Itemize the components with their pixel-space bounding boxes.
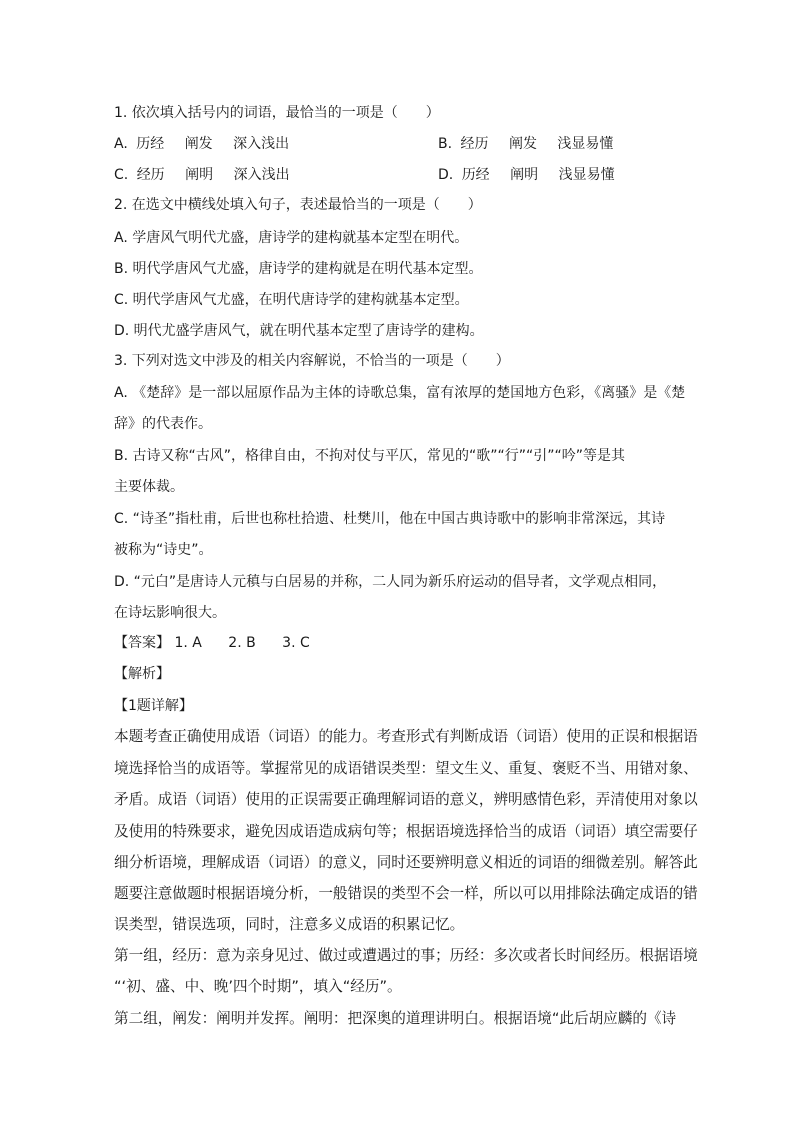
q3-option-a-line2: 辞》的代表作。	[114, 416, 212, 432]
answer-item: 2. B	[228, 635, 256, 651]
option-word-3: 深入浅出	[233, 167, 290, 183]
q2-option-d: D. 明代尤盛学唐风气，就在明代基本定型了唐诗学的建构。	[114, 323, 484, 339]
q1-option-a	[114, 135, 289, 153]
detail-tag: 【1题详解】	[114, 698, 193, 714]
q3-option-b-line2: 主要体裁。	[114, 479, 184, 495]
option-word-1: 经历	[460, 136, 489, 152]
q1-option-d	[438, 166, 615, 184]
answer-item: 3. C	[282, 635, 310, 651]
q3-stem: 3. 下列对选文中涉及的相关内容解说，不恰当的一项是（ ）	[114, 353, 510, 369]
option-word-2: 阐明	[510, 167, 539, 183]
q3-option-c-line1: C. “诗圣”指杜甫，后世也称杜拾遗、杜樊川，他在中国古典诗歌中的影响非常深远，其诗	[114, 511, 666, 527]
option-word-3: 深入浅出	[233, 136, 290, 152]
option-word-2: 阐明	[185, 167, 214, 183]
body-line: 第二组，阐发：阐明并发挥。阐明：把深奥的道理讲明白。根据语境“此后胡应麟的《诗	[114, 1010, 677, 1027]
option-word-3: 浅显易懂	[558, 167, 615, 183]
q3-option-a-line1: A. 《楚辞》是一部以屈原作品为主体的诗歌总集，富有浓厚的楚国地方色彩，《离骚》是《楚	[114, 385, 686, 401]
answer-line	[114, 634, 310, 652]
option-word-1: 历经	[461, 167, 490, 183]
q2-stem: 2. 在选文中横线处填入句子，表述最恰当的一项是（ ）	[114, 197, 482, 213]
body-line: 误类型，错误选项，同时，注意多义成语的积累记忆。	[114, 916, 465, 933]
answer-item: 1. A	[174, 635, 202, 651]
option-letter: C.	[114, 167, 129, 183]
body-line: 境选择恰当的成语等。掌握常见的成语错误类型：望文生义、重复、褒贬不当、用错对象、	[114, 760, 698, 777]
q3-option-d-line2: 在诗坛影响很大。	[114, 605, 226, 621]
analysis-tag: 【解析】	[114, 666, 170, 682]
q3-option-d-line1: D. “元白”是唐诗人元稹与白居易的并称，二人同为新乐府运动的倡导者，文学观点相同，	[114, 574, 667, 590]
option-word-3: 浅显易懂	[557, 136, 614, 152]
body-line: 细分析语境，理解成语（词语）的意义，同时还要辨明意义相近的词语的细微差别。解答此	[114, 854, 698, 871]
q1-stem: 1. 依次填入括号内的词语，最恰当的一项是（ ）	[114, 105, 440, 121]
option-word-1: 经历	[136, 167, 165, 183]
q2-option-a: A. 学唐风气明代尤盛，唐诗学的建构就基本定型在明代。	[114, 230, 469, 246]
option-letter: D.	[438, 167, 454, 183]
option-word-2: 阐发	[184, 136, 213, 152]
body-line: “‘初、盛、中、晚’四个时期”，填入“经历”。	[114, 978, 402, 995]
q1-option-b	[438, 135, 613, 153]
option-letter: A.	[114, 136, 128, 152]
body-line: 矛盾。成语（词语）使用的正误需要正确理解词语的意义，辨明感情色彩，弄清使用对象以	[114, 791, 698, 808]
body-line: 及使用的特殊要求，避免因成语造成病句等；根据语境选择恰当的成语（词语）填空需要仔	[114, 823, 698, 840]
option-word-2: 阐发	[508, 136, 537, 152]
option-word-1: 历经	[136, 136, 165, 152]
q3-option-c-line2: 被称为“诗史”。	[114, 542, 213, 558]
q3-option-b-line1: B. 古诗又称“古风”，格律自由，不拘对仗与平仄，常见的“歌”“行”“引”“吟”等是其	[114, 448, 626, 464]
q1-option-c	[114, 166, 290, 184]
body-line: 本题考查正确使用成语（词语）的能力。考查形式有判断成语（词语）使用的正误和根据语	[114, 728, 698, 745]
body-line: 第一组，经历：意为亲身见过、做过或遭遇过的事；历经：多次或者长时间经历。根据语境	[114, 947, 698, 964]
answer-tag: 【答案】	[114, 635, 170, 651]
option-letter: B.	[438, 136, 453, 152]
body-line: 题要注意做题时根据语境分析，一般错误的类型不会一样，所以可以用排除法确定成语的错	[114, 885, 698, 902]
q2-option-c: C. 明代学唐风气尤盛，在明代唐诗学的建构就基本定型。	[114, 292, 469, 308]
q2-option-b: B. 明代学唐风气尤盛，唐诗学的建构就是在明代基本定型。	[114, 261, 483, 277]
